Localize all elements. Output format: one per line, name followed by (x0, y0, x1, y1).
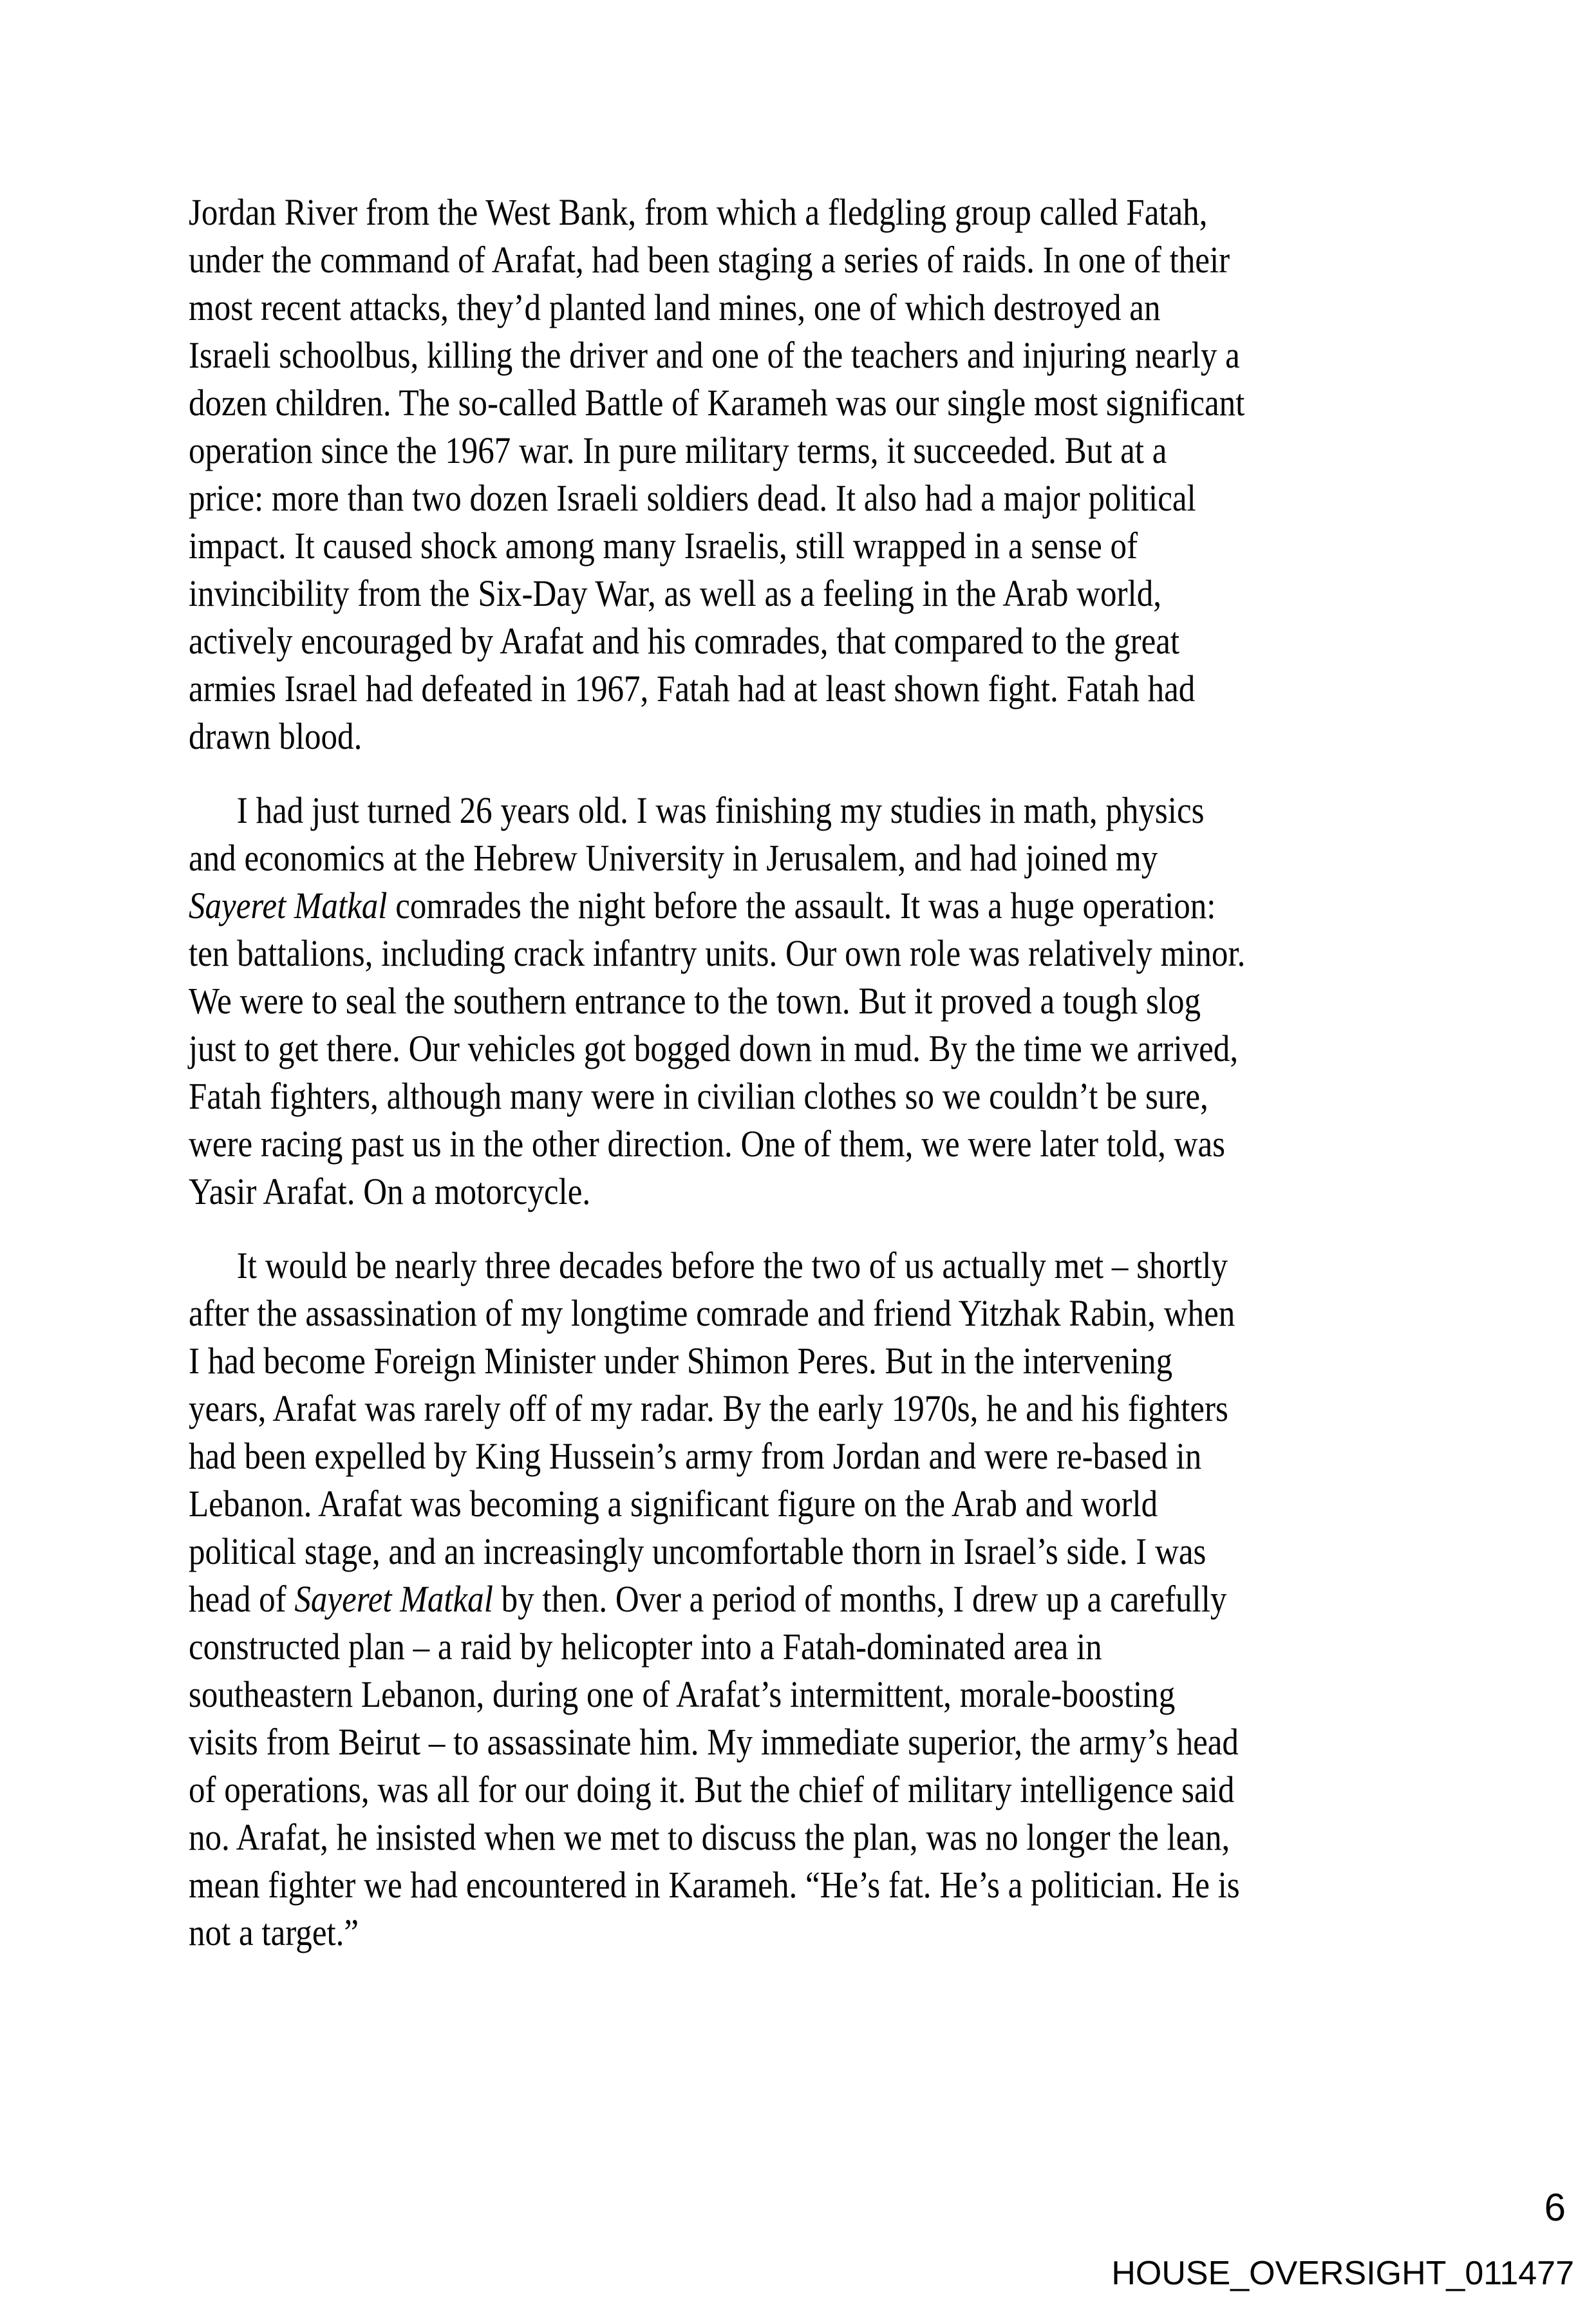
text-segment: had been expelled by King Hussein’s army from Jordan and were re-based in (189, 1435, 1202, 1477)
text-line (189, 1528, 1435, 1575)
text-segment: Jordan River from the West Bank, from which a fledgling group called Fatah, (189, 191, 1208, 233)
bates-stamp: HOUSE_OVERSIGHT_011477 (1111, 2255, 1574, 2292)
text-line (189, 284, 1435, 332)
text-segment: by then. Over a period of months, I drew up a carefully (493, 1578, 1227, 1620)
text-segment: southeastern Lebanon, during one of Arafat’s intermittent, morale-boosting (189, 1673, 1176, 1715)
text-line (189, 570, 1435, 617)
text-line (189, 522, 1435, 570)
text-line (189, 1480, 1435, 1528)
text-segment: Israeli schoolbus, killing the driver and one of the teachers and injuring nearly a (189, 334, 1240, 376)
text-line (189, 930, 1435, 977)
text-line (189, 332, 1435, 379)
text-line (189, 1718, 1435, 1766)
text-line (189, 379, 1435, 427)
text-segment: armies Israel had defeated in 1967, Fatah had at least shown fight. Fatah had (189, 668, 1196, 710)
text-line (189, 236, 1435, 284)
text-segment: after the assassination of my longtime comrade and friend Yitzhak Rabin, when (189, 1292, 1235, 1334)
text-segment: dozen children. The so-called Battle of Karameh was our single most significant (189, 382, 1245, 424)
text-segment: actively encouraged by Arafat and his comrades, that compared to the great (189, 620, 1180, 662)
text-segment: comrades the night before the assault. It was a huge operation: (387, 885, 1216, 926)
page-number: 6 (1544, 2186, 1566, 2229)
text-line (189, 1766, 1435, 1814)
text-line (189, 1861, 1435, 1909)
text-segment: political stage, and an increasingly uncomfortable thorn in Israel’s side. I was (189, 1530, 1206, 1572)
text-segment: of operations, was all for our doing it. But the chief of military intelligence said (189, 1769, 1235, 1810)
italic-text-segment: Sayeret Matkal (189, 885, 388, 926)
paragraph (189, 189, 1435, 760)
text-line (189, 1433, 1435, 1480)
text-segment: operation since the 1967 war. In pure military terms, it succeeded. But at a (189, 429, 1167, 471)
text-segment: years, Arafat was rarely off of my radar. By the early 1970s, he and his fighters (189, 1387, 1228, 1429)
text-segment: not a target.” (189, 1912, 359, 1953)
text-segment: most recent attacks, they’d planted land mines, one of which destroyed an (189, 287, 1161, 328)
text-line (189, 977, 1435, 1025)
text-line (189, 1168, 1435, 1216)
text-line (189, 1671, 1435, 1718)
text-line (189, 787, 1435, 834)
text-segment: mean fighter we had encountered in Karameh. “He’s fat. He’s a politician. He is (189, 1864, 1240, 1906)
paragraph (189, 1242, 1435, 1957)
text-line (189, 1242, 1435, 1290)
text-segment: head of (189, 1578, 295, 1620)
text-line (189, 1909, 1435, 1957)
text-segment: no. Arafat, he insisted when we met to discuss the plan, was no longer the lean, (189, 1816, 1230, 1858)
text-line (189, 427, 1435, 475)
text-line (189, 1120, 1435, 1168)
text-segment: I had become Foreign Minister under Shimon Peres. But in the intervening (189, 1340, 1173, 1382)
text-line (189, 189, 1435, 236)
text-line (189, 1290, 1435, 1337)
paragraph (189, 787, 1435, 1216)
text-segment: Lebanon. Arafat was becoming a significant figure on the Arab and world (189, 1483, 1158, 1525)
text-segment: visits from Beirut – to assassinate him. My immediate superior, the army’s head (189, 1721, 1239, 1763)
text-line (189, 1623, 1435, 1671)
text-line (189, 617, 1435, 665)
text-line (189, 1814, 1435, 1861)
text-line (189, 834, 1435, 882)
text-line (189, 1073, 1435, 1120)
text-segment: just to get there. Our vehicles got bogged down in mud. By the time we arrived, (189, 1028, 1239, 1069)
text-line (189, 1025, 1435, 1073)
text-line (189, 475, 1435, 522)
text-line (189, 713, 1435, 760)
text-line (189, 1575, 1435, 1623)
text-segment: constructed plan – a raid by helicopter into a Fatah-dominated area in (189, 1626, 1102, 1668)
text-segment: We were to seal the southern entrance to the town. But it proved a tough slog (189, 980, 1201, 1022)
text-segment: and economics at the Hebrew University in Jerusalem, and had joined my (189, 837, 1158, 879)
text-segment: were racing past us in the other direction. One of them, we were later told, was (189, 1123, 1226, 1165)
italic-text-segment: Sayeret Matkal (294, 1578, 493, 1620)
text-segment: ten battalions, including crack infantry units. Our own role was relatively minor. (189, 932, 1246, 974)
document-body (189, 189, 1435, 1957)
text-segment: under the command of Arafat, had been staging a series of raids. In one of their (189, 239, 1230, 281)
text-segment: drawn blood. (189, 715, 362, 757)
text-line (189, 1385, 1435, 1433)
text-segment: invincibility from the Six-Day War, as well as a feeling in the Arab world, (189, 572, 1162, 614)
text-segment: impact. It caused shock among many Israelis, still wrapped in a sense of (189, 525, 1138, 567)
text-segment: I had just turned 26 years old. I was finishing my studies in math, physics (236, 789, 1205, 831)
text-segment: It would be nearly three decades before the two of us actually met – shortly (236, 1245, 1228, 1286)
text-line (189, 1337, 1435, 1385)
text-segment: Fatah fighters, although many were in civilian clothes so we couldn’t be sure, (189, 1075, 1208, 1117)
text-line (189, 882, 1435, 930)
text-segment: Yasir Arafat. On a motorcycle. (189, 1170, 591, 1212)
text-segment: price: more than two dozen Israeli soldiers dead. It also had a major political (189, 477, 1196, 519)
text-line (189, 665, 1435, 713)
